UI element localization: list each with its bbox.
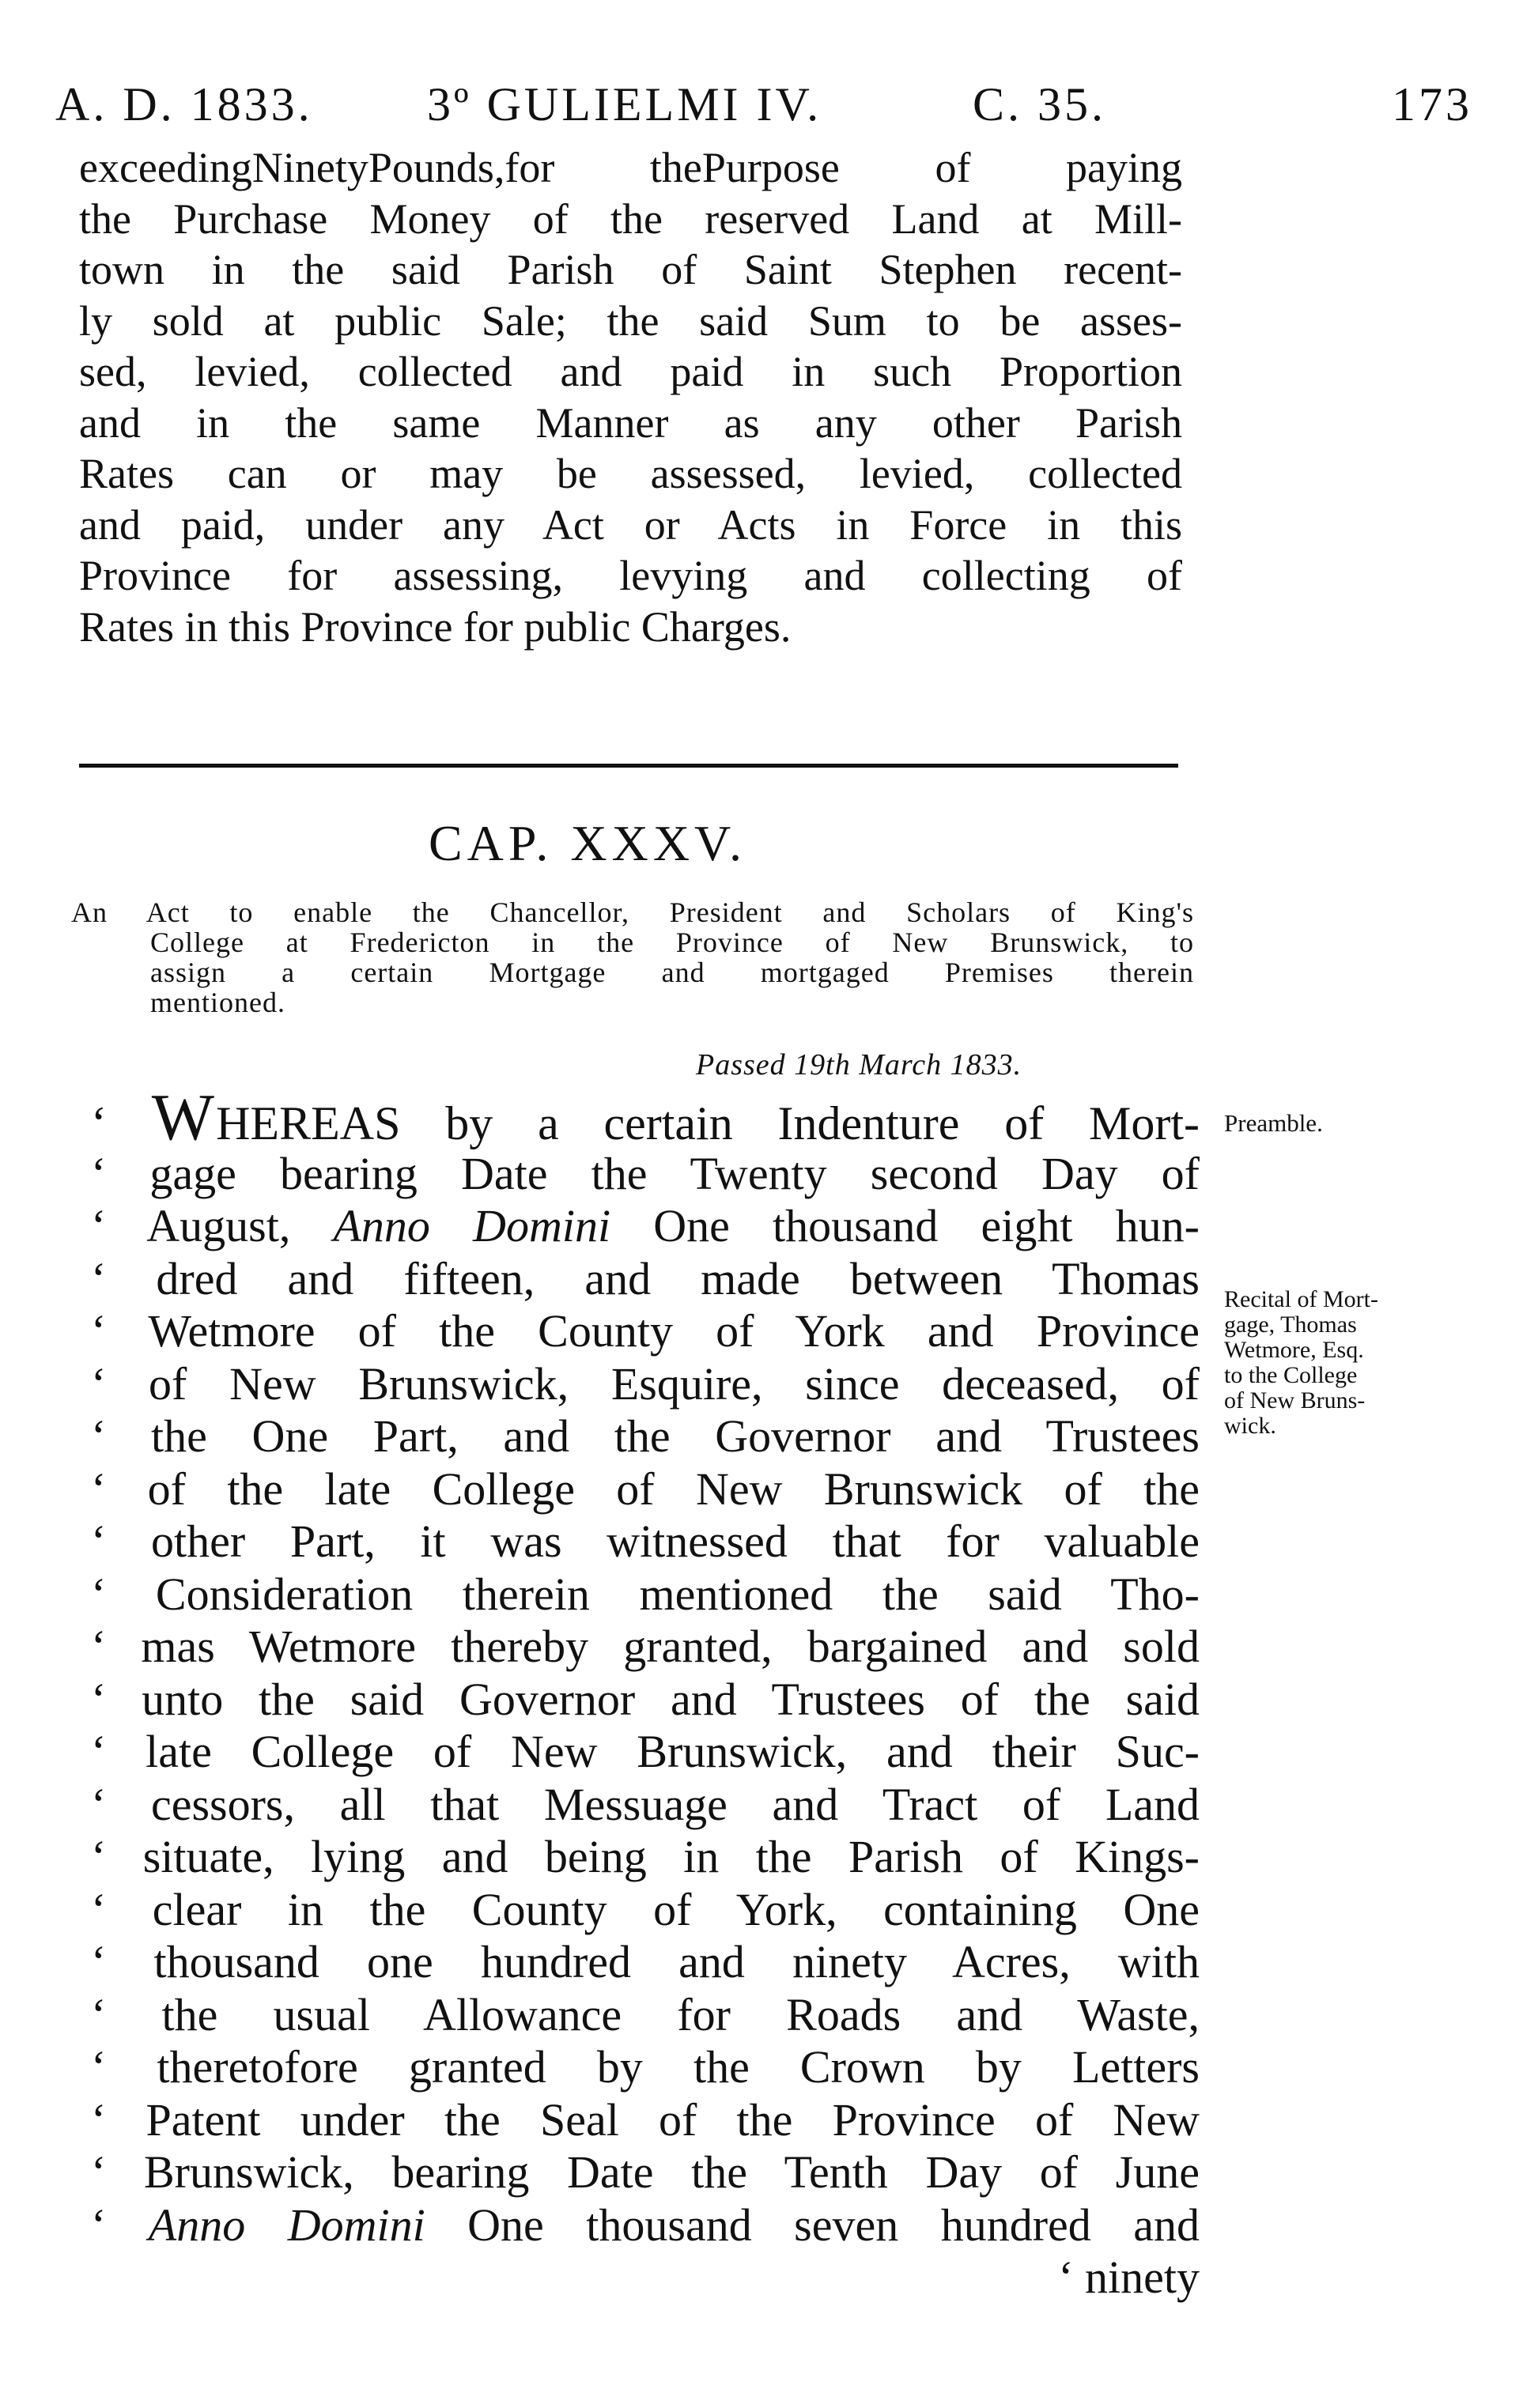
text-line: ‘ unto the said Governor and Trustees of the said <box>91 1673 1200 1725</box>
act-title <box>71 897 1194 1017</box>
act-title-line: An Act to enable the Chancellor, President and Scholars of King's <box>71 896 1194 928</box>
page-number: 173 <box>1392 78 1472 130</box>
running-header <box>55 77 1472 133</box>
passed-date: Passed 19th March 1833. <box>696 1048 1022 1081</box>
text-line: ‘ the One Part, and the Governor and Trustees <box>91 1410 1200 1462</box>
text-run: One thousand seven hundred and <box>425 2199 1200 2251</box>
margin-note-line: wick. <box>1224 1413 1276 1439</box>
text-run: HEREAS by a certain Indenture of Mort- <box>216 1097 1200 1149</box>
text-line: ‘ late College of New Brunswick, and their Suc- <box>91 1726 1200 1777</box>
margin-note-recital <box>1224 1287 1378 1439</box>
drop-capital: W <box>151 1081 217 1154</box>
text-line: ‘ cessors, all that Messuage and Tract of Land <box>91 1778 1200 1830</box>
text-line: sed, levied, collected and paid in such Proportion <box>79 348 1182 395</box>
header-chapter: C. 35. <box>973 78 1107 130</box>
text-line: Rates can or may be assessed, levied, collected <box>79 450 1182 497</box>
text-run: ‘ August, <box>91 1200 334 1251</box>
text-line: ‘ thousand one hundred and ninety Acres, with <box>91 1936 1200 1987</box>
margin-note-line: Wetmore, Esq. <box>1224 1337 1364 1363</box>
text-line: ‘ clear in the County of York, containing One <box>91 1883 1200 1935</box>
italic-phrase: Anno Domini <box>333 1200 611 1251</box>
text-line: ‘ gage bearing Date the Twenty second Day of <box>91 1147 1200 1199</box>
text-line: exceedingNinetyPounds,for thePurpose of paying <box>79 144 1182 191</box>
section-divider <box>79 764 1178 768</box>
text-line: the Purchase Money of the reserved Land at Mill- <box>79 194 1182 243</box>
margin-note-line: gage, Thomas <box>1224 1312 1357 1338</box>
text-line: ‘ Brunswick, bearing Date the Tenth Day of June <box>91 2146 1200 2198</box>
act-title-line: mentioned. <box>150 987 285 1018</box>
text-line: ‘ the usual Allowance for Roads and Waste, <box>91 1988 1200 2040</box>
italic-phrase: Anno Domini <box>148 2199 425 2251</box>
text-line: ‘ dred and fifteen, and made between Thomas <box>91 1252 1200 1304</box>
text-line: ‘ of the late College of New Brunswick of the <box>91 1463 1200 1515</box>
text-line: ‘ mas Wetmore thereby granted, bargained and sold <box>91 1621 1200 1672</box>
header-regnal-year: 3º GULIELMI IV. <box>427 78 822 130</box>
text-line <box>91 1200 1200 1253</box>
margin-note-line: to the College <box>1224 1362 1358 1388</box>
text-line <box>91 2199 1200 2252</box>
margin-note-line: of New Bruns- <box>1224 1387 1366 1413</box>
text-line: and paid, under any Act or Acts in Force in this <box>79 500 1182 549</box>
text-line: ‘ WHEREAS by a certain Indenture of Mort- <box>91 1081 1200 1154</box>
chapter-heading: CAP. XXXV. <box>428 815 747 871</box>
text-line: ly sold at public Sale; the said Sum to be asses- <box>79 296 1182 345</box>
text-run: One thousand eight hun- <box>610 1200 1200 1251</box>
text-line: ‘ situate, lying and being in the Parish of Kings- <box>91 1831 1200 1882</box>
text-line: town in the said Parish of Saint Stephen recent- <box>79 246 1182 293</box>
continuation-paragraph <box>79 142 1182 652</box>
catchword: ‘ ninety <box>1058 2251 1200 2303</box>
text-line: and in the same Manner as any other Parish <box>79 398 1182 447</box>
text-line: ‘ other Part, it was witnessed that for valuable <box>91 1515 1200 1567</box>
header-year: A. D. 1833. <box>55 78 313 130</box>
text-line: ‘ of New Brunswick, Esquire, since deceased, of <box>91 1357 1200 1410</box>
margin-note-preamble: Preamble. <box>1224 1109 1323 1137</box>
margin-note-line: Recital of Mort- <box>1224 1286 1378 1312</box>
text-line: Rates in this Province for public Charges. <box>79 602 792 651</box>
act-title-line: College at Fredericton in the Province of New Brunswick, to <box>150 927 1194 958</box>
text-line: ‘ theretofore granted by the Crown by Letters <box>91 2041 1200 2093</box>
act-title-line: assign a certain Mortgage and mortgaged Premises therein <box>150 957 1194 988</box>
act-body <box>91 1081 1200 2304</box>
text-line: ‘ Wetmore of the County of York and Province <box>91 1305 1200 1357</box>
text-line: ‘ Patent under the Seal of the Province of New <box>91 2093 1200 2146</box>
text-line: Province for assessing, levying and collecting of <box>79 552 1182 599</box>
text-line: ‘ Consideration therein mentioned the said Tho- <box>91 1568 1200 1620</box>
text-run: ‘ <box>91 2199 149 2251</box>
